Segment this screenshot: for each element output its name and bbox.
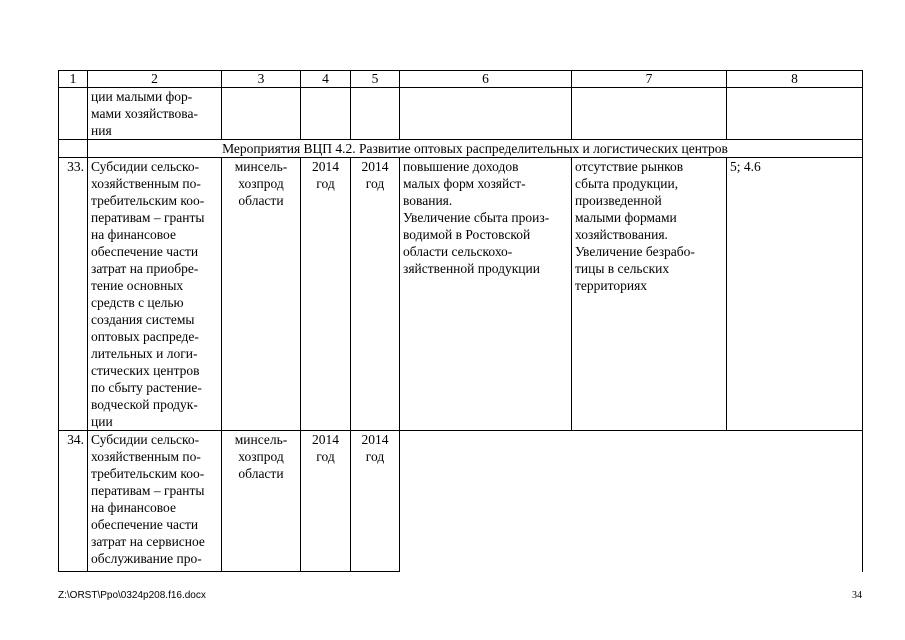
header-cell: 3 — [222, 71, 301, 88]
header-cell: 8 — [727, 71, 863, 88]
cell-num — [59, 140, 88, 158]
header-row — [59, 71, 863, 88]
measure-name: Субсидии сельско- хозяйственным по- требительским коо- перативам – гранты на финансовое обеспечение части затрат на сервисное обслуживание про- — [88, 431, 222, 572]
row-number: 33. — [59, 158, 88, 431]
header-cell: 5 — [351, 71, 400, 88]
header-cell: 7 — [572, 71, 727, 88]
non-implementation-consequence: отсутствие рынков сбыта продукции, произведенной малыми формами хозяйствования. Увеличение безрабо- тицы в сельских территориях — [572, 158, 727, 431]
empty-merged-cell — [400, 431, 863, 572]
continuation-row — [59, 88, 863, 140]
program-table — [58, 70, 863, 572]
header-cell: 1 — [59, 71, 88, 88]
executor: минсель- хозпрод области — [222, 431, 301, 572]
cell-link — [727, 88, 863, 140]
section-title: Мероприятия ВЦП 4.2. Развитие оптовых распределительных и логистических центров — [88, 140, 863, 158]
cell-num — [59, 88, 88, 140]
header-cell: 4 — [301, 71, 351, 88]
header-cell: 6 — [400, 71, 572, 88]
end-year: 2014 год — [351, 158, 400, 431]
cell-start — [301, 88, 351, 140]
cell-end — [351, 88, 400, 140]
header-cell: 2 — [88, 71, 222, 88]
indicator-link: 5; 4.6 — [727, 158, 863, 431]
row-number: 34. — [59, 431, 88, 572]
footer-page-number: 34 — [852, 590, 862, 601]
end-year: 2014 год — [351, 431, 400, 572]
table-row — [59, 158, 863, 431]
cell-name: ции малыми фор- мами хозяйствова- ния — [88, 88, 222, 140]
table-row — [59, 431, 863, 572]
start-year: 2014 год — [301, 158, 351, 431]
cell-executor — [222, 88, 301, 140]
expected-result: повышение доходов малых форм хозяйст- вования. Увеличение сбыта произ- водимой в Ростовской области сельскохо- зяйственной продукции — [400, 158, 572, 431]
start-year: 2014 год — [301, 431, 351, 572]
cell-consequence — [572, 88, 727, 140]
cell-result — [400, 88, 572, 140]
measure-name: Субсидии сельско- хозяйственным по- требительским коо- перативам – гранты на финансовое обеспечение части затрат на приобре- тение основных средств с целью создания системы оптовых распреде- лительных и логи- стических центров по сбыту растение- водческой продук- ции — [88, 158, 222, 431]
footer-file-path: Z:\ORST\Ppo\0324p208.f16.docx — [58, 590, 206, 601]
section-row — [59, 140, 863, 158]
executor: минсель- хозпрод области — [222, 158, 301, 431]
